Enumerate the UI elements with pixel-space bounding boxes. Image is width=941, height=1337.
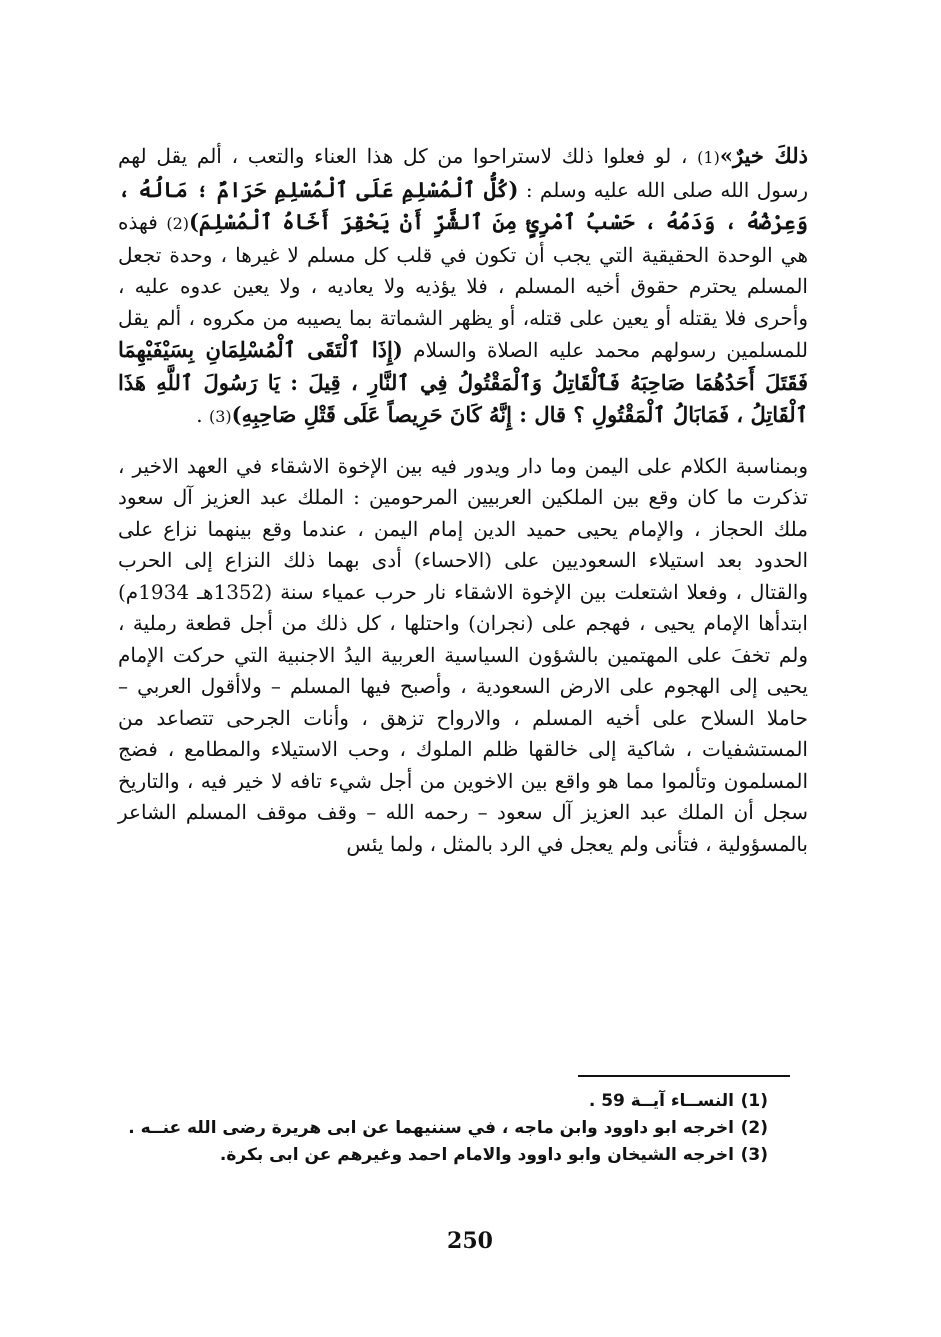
footnote-text: النســاء آيــة 59 . (588, 1091, 734, 1111)
footnote-text: اخرجه ابو داوود وابن ماجه ، في سننيهما عن ابى هريرة رضى الله عنــه . (128, 1118, 734, 1138)
paragraph-1-text-a: ، لو فعلوا ذلك لاستراحوا من كل هذا العناء والتعب ، ألم يقل لهم رسول الله صلى الله عليه وسلم : (118, 144, 808, 202)
footnote-number: (1) (740, 1091, 768, 1111)
footnote-ref-2: (2) (166, 214, 189, 233)
paragraph-2: وبمناسبة الكلام على اليمن وما دار ويدور فيه بين الإخوة الاشقاء في العهد الاخير ، تذكرت ما كان وقع بين الملكين العربيين المرحومين : الملك عبد العزيز آل سعود ملك الحجاز ، والإمام يحيى حميد الدين إمام اليمن ، عندما وقع بينهما نزاع على الحدود بعد استيلاء السعوديين على (الاحساء) أدى بهما ذلك النزاع إلى الحرب والقتال ، وفعلا اشتعلت بين الإخوة الاشقاء نار حرب عمياء سنة (1352هـ 1934م) ابتدأها الإمام يحيى ، فهجم على (نجران) واحتلها ، كل ذلك من أجل قطعة رملية ، ولم تخفَ على المهتمين بالشؤون السياسية العربية اليدُ الاجنبية التي حركت الإمام يحيى إلى الهجوم على الارض السعودية ، وأصبح فيها المسلم – ولاأقول العربي – حاملا السلاح على أخيه المسلم ، والارواح تزهق ، وأنات الجرحى تتصاعد من المستشفيات ، شاكية إلى خالقها ظلم الملوك ، وحب الاستيلاء والمطامع ، فضج المسلمون وتألموا مما هو واقع بين الاخوين من أجل شيء تافه لا خير فيه ، والتاريخ سجل أن الملك عبد العزيز آل سعود – رحمه الله – وقف موقف المسلم الشاعر بالمسؤولية ، فتأنى ولم يعجل في الرد بالمثل ، ولما يئس (118, 453, 808, 856)
footnote-text: اخرجه الشيخان وابو داوود والامام احمد وغيرهم عن ابى بكرة. (219, 1145, 734, 1165)
paragraph-1 (118, 140, 808, 433)
page-number: 250 (447, 1228, 493, 1254)
hadith-quote-1: (كُلُّ ٱلْمُسْلِمِ عَلَى ٱلْمُسْلِمِ حَرَامٌ ؛ مَالُهُ ، وَعِرْضُهُ ، وَدَمُهُ ، حَسْبُ ٱمْرِئٍ مِنَ ٱلشَّرِّ أَنْ يَحْقِرَ أَخَاهُ ٱلْمُسْلِمَ) (118, 176, 808, 234)
footnote-ref-1: (1) (697, 148, 720, 167)
page-body (118, 140, 808, 860)
footnotes (118, 1088, 768, 1169)
quote-fragment: ذلكَ خيرٌ» (719, 143, 808, 168)
hadith-quote-2: (إِذَا ٱلْتَقَى ٱلْمُسْلِمَانِ بِسَيْفَيْهِمَا فَقَتَلَ أَحَدُهُمَا صَاحِبَهُ فَٱلْقَاتِلُ وَٱلْمَقْتُولُ فِي ٱلنَّارِ ، قِيلَ : يَا رَسُولَ ٱللَّهِ هَذَا ٱلْقَاتِلُ ، فَمَابَالُ ٱلْمَقْتُولِ ؟ قال : إِنَّهُ كَانَ حَرِيصاً عَلَى قَتْلِ صَاحِبِهِ) (118, 337, 808, 427)
paragraph-1-text-b: فهذه هي الوحدة الحقيقية التي يجب أن تكون في قلب كل مسلم لا غيرها ، وحدة تجعل المسلم يحترم حقوق أخيه المسلم ، فلا يؤذيه ولا يعاديه ، ولا يعين عدوه عليه ، وأحرى فلا يقتله أو يعين على قتله، أو يظهر الشماتة بما يصيبه من مكروه ، ألم يقل للمسلمين رسولهم محمد عليه الصلاة والسلام (118, 210, 808, 362)
paragraph-1-end: . (196, 403, 209, 427)
footnote-number: (3) (740, 1145, 768, 1165)
footnote-1 (118, 1088, 768, 1115)
footnote-2 (118, 1115, 768, 1142)
footnote-number: (2) (740, 1118, 768, 1138)
footnote-ref-3: (3) (208, 407, 232, 426)
footnote-3 (118, 1142, 768, 1169)
footnote-divider (578, 1075, 790, 1077)
